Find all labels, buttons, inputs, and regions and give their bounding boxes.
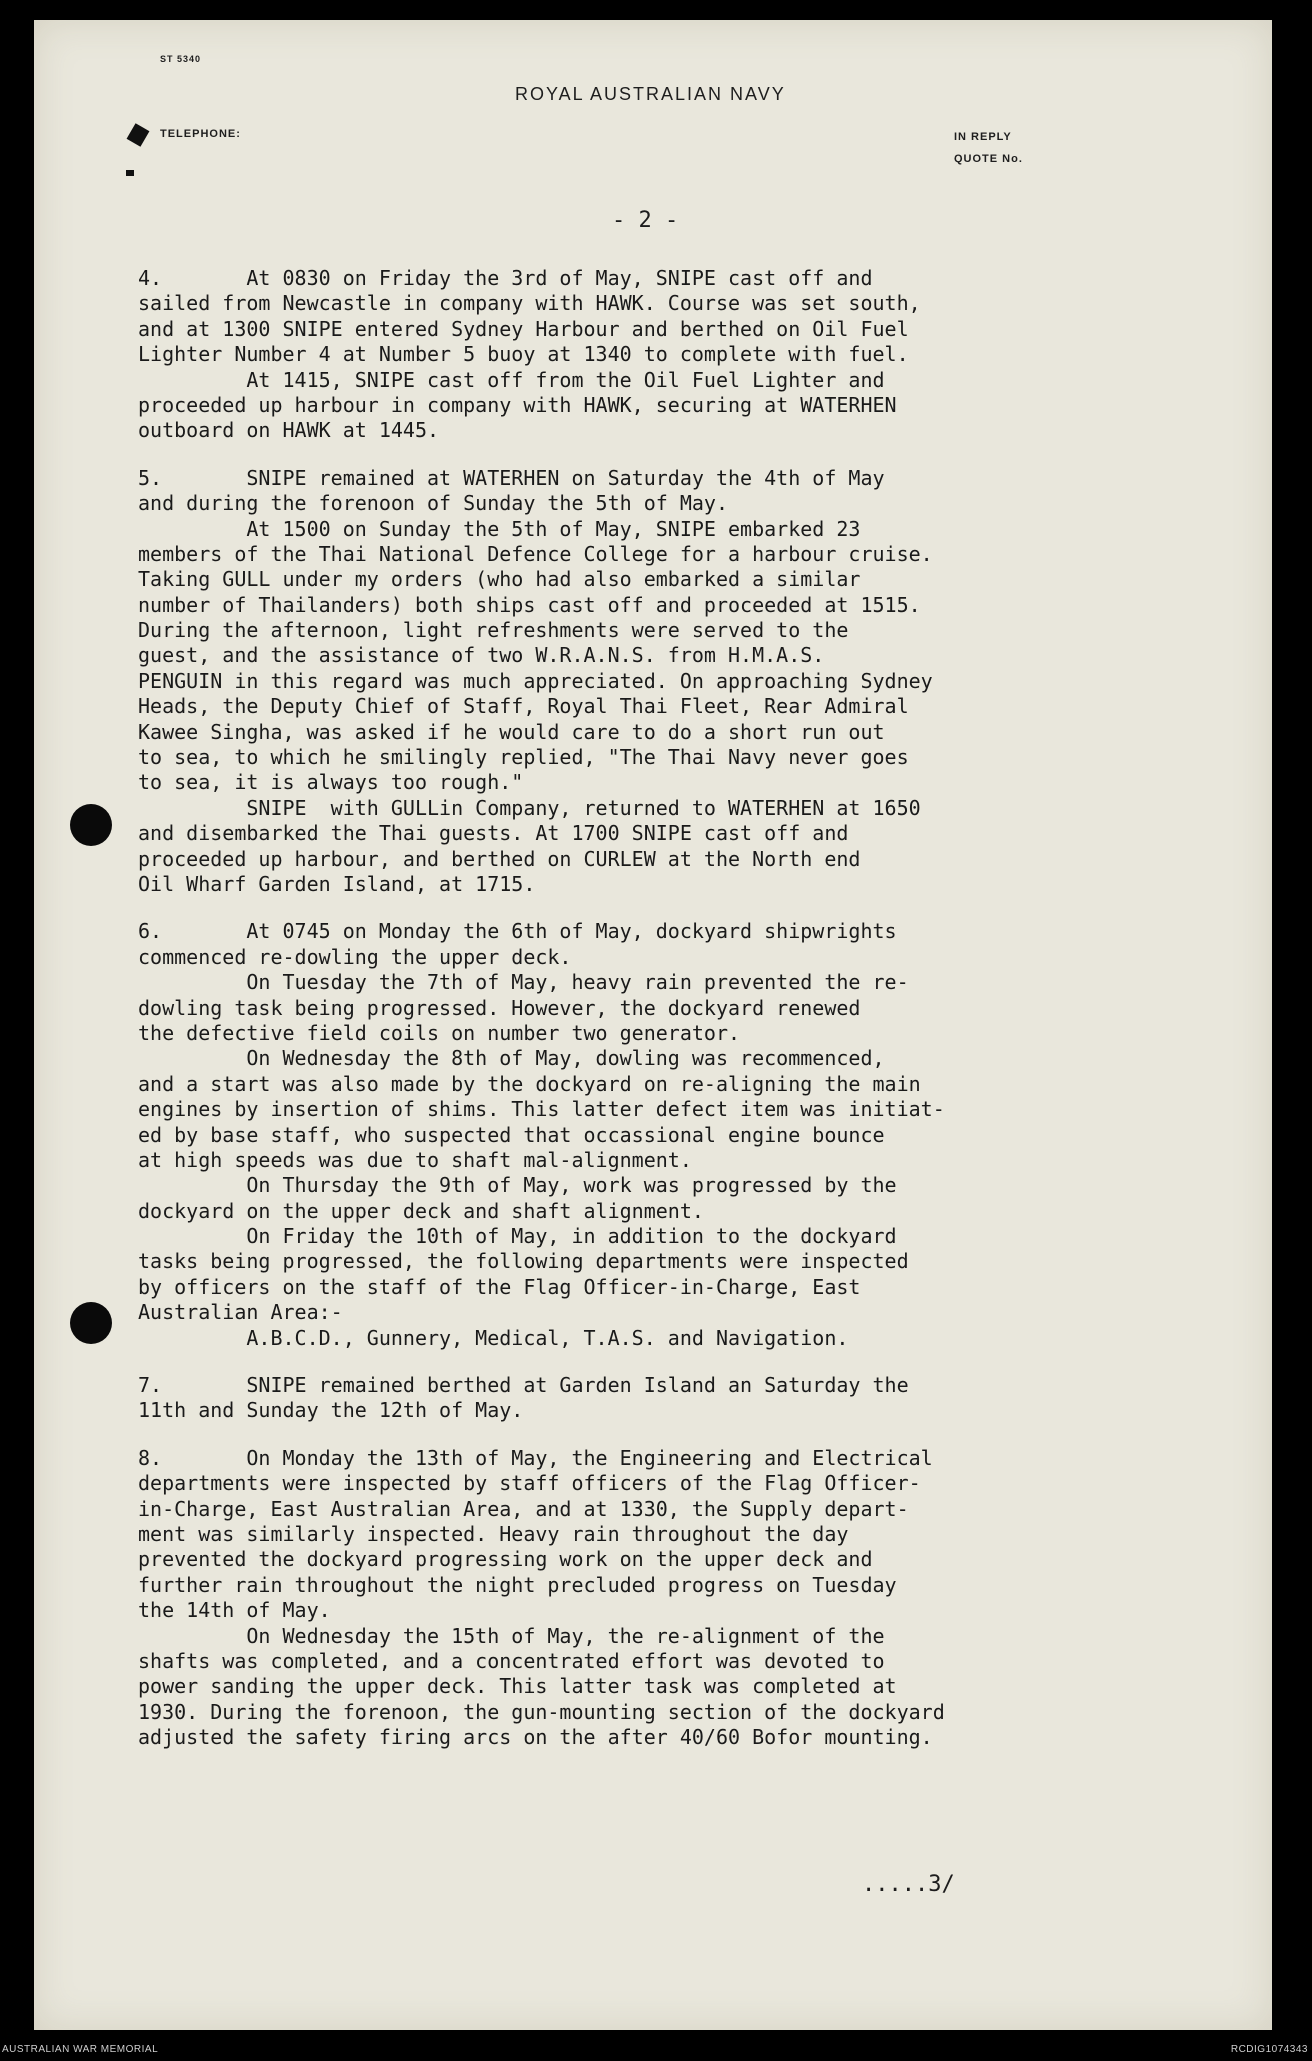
text-line: At 1500 on Sunday the 5th of May, SNIPE embarked 23 <box>138 516 861 541</box>
text-line: Kawee Singha, was asked if he would care to do a short run out <box>138 719 885 744</box>
text-line: outboard on HAWK at 1445. <box>138 418 440 443</box>
reply-reference <box>954 126 1023 170</box>
ink-mark <box>127 123 150 147</box>
text-line: members of the Thai National Defence College for a harbour cruise. <box>138 541 933 566</box>
text-line: departments were inspected by staff officers of the Flag Officer- <box>138 1471 921 1496</box>
paragraph <box>138 1446 1198 1751</box>
ink-mark <box>126 170 134 176</box>
letterhead-title: ROYAL AUSTRALIAN NAVY <box>515 84 786 104</box>
text-line: On Tuesday the 7th of May, heavy rain prevented the re- <box>138 970 909 995</box>
text-line: 11th and Sunday the 12th of May. <box>138 1398 524 1423</box>
text-line: dowling task being progressed. However, the dockyard renewed <box>138 995 861 1020</box>
text-line: to sea, to which he smilingly replied, "The Thai Navy never goes <box>138 745 909 770</box>
text-line: PENGUIN in this regard was much appreciated. On approaching Sydney <box>138 668 933 693</box>
text-line: Taking GULL under my orders (who had also embarked a similar <box>138 567 861 592</box>
punch-hole-top <box>70 804 112 846</box>
punch-hole-bottom <box>70 1302 112 1344</box>
paragraph-gap <box>138 444 1198 466</box>
text-line: dockyard on the upper deck and shaft alignment. <box>138 1198 704 1223</box>
text-line: and at 1300 SNIPE entered Sydney Harbour and berthed on Oil Fuel <box>138 316 909 341</box>
text-line: number of Thailanders) both ships cast off and proceeded at 1515. <box>138 592 921 617</box>
text-line: engines by insertion of shims. This latter defect item was initiat- <box>138 1097 945 1122</box>
archive-id: RCDIG1074343 <box>1230 2044 1308 2055</box>
text-line: 5. SNIPE remained at WATERHEN on Saturday the 4th of May <box>138 465 885 490</box>
paragraph-gap <box>138 897 1198 919</box>
text-line: A.B.C.D., Gunnery, Medical, T.A.S. and Navigation. <box>138 1325 849 1350</box>
archive-credit: AUSTRALIAN WAR MEMORIAL <box>2 2044 159 2055</box>
letter-body <box>138 266 1198 1750</box>
text-line: and during the forenoon of Sunday the 5th of May. <box>138 491 729 516</box>
text-line: proceeded up harbour in company with HAWK, securing at WATERHEN <box>138 392 897 417</box>
text-line: the defective field coils on number two generator. <box>138 1020 741 1045</box>
text-line: Oil Wharf Garden Island, at 1715. <box>138 871 536 896</box>
paragraph <box>138 1373 1198 1424</box>
text-line: 1930. During the forenoon, the gun-mounting section of the dockyard <box>138 1699 945 1724</box>
text-line: 6. At 0745 on Monday the 6th of May, dockyard shipwrights <box>138 919 897 944</box>
telephone-label: TELEPHONE: <box>160 128 241 140</box>
text-line: 7. SNIPE remained berthed at Garden Island an Saturday the <box>138 1373 909 1398</box>
paragraph <box>138 466 1198 898</box>
reply-line: IN REPLY <box>954 131 1012 143</box>
quote-line: QUOTE No. <box>954 153 1023 165</box>
text-line: power sanding the upper deck. This latter task was completed at <box>138 1674 897 1699</box>
paragraph <box>138 266 1198 444</box>
continuation-marker: .....3/ <box>862 1872 955 1897</box>
text-line: to sea, it is always too rough." <box>138 770 524 795</box>
text-line: ed by base staff, who suspected that occassional engine bounce <box>138 1122 885 1147</box>
text-line: Heads, the Deputy Chief of Staff, Royal Thai Fleet, Rear Admiral <box>138 694 909 719</box>
text-line: 4. At 0830 on Friday the 3rd of May, SNIPE cast off and <box>138 266 873 290</box>
text-line: further rain throughout the night precluded progress on Tuesday <box>138 1572 897 1597</box>
text-line: On Wednesday the 15th of May, the re-alignment of the <box>138 1623 885 1648</box>
paragraph <box>138 919 1198 1351</box>
text-line: Australian Area:- <box>138 1300 343 1325</box>
form-code: ST 5340 <box>160 54 202 64</box>
text-line: ment was similarly inspected. Heavy rain throughout the day <box>138 1521 849 1546</box>
text-line: Lighter Number 4 at Number 5 buoy at 1340 to complete with fuel. <box>138 342 909 367</box>
text-line: prevented the dockyard progressing work on the upper deck and <box>138 1547 873 1572</box>
text-line: shafts was completed, and a concentrated effort was devoted to <box>138 1648 885 1673</box>
text-line: proceeded up harbour, and berthed on CURLEW at the North end <box>138 846 861 871</box>
text-line: 8. On Monday the 13th of May, the Engineering and Electrical <box>138 1445 933 1470</box>
paragraph-gap <box>138 1424 1198 1446</box>
text-line: At 1415, SNIPE cast off from the Oil Fuel Lighter and <box>138 367 885 392</box>
text-line: During the afternoon, light refreshments were served to the <box>138 618 849 643</box>
text-line: guest, and the assistance of two W.R.A.N.S. from H.M.A.S. <box>138 643 825 668</box>
paragraph-gap <box>138 1351 1198 1373</box>
text-line: and disembarked the Thai guests. At 1700 SNIPE cast off and <box>138 821 849 846</box>
text-line: by officers on the staff of the Flag Officer-in-Charge, East <box>138 1274 861 1299</box>
text-line: at high speeds was due to shaft mal-alignment. <box>138 1147 692 1172</box>
text-line: commenced re-dowling the upper deck. <box>138 944 572 969</box>
text-line: sailed from Newcastle in company with HAWK. Course was set south, <box>138 291 921 316</box>
text-line: in-Charge, East Australian Area, and at 1330, the Supply depart- <box>138 1496 909 1521</box>
text-line: On Friday the 10th of May, in addition to the dockyard <box>138 1224 897 1249</box>
text-line: SNIPE with GULLin Company, returned to WATERHEN at 1650 <box>138 795 921 820</box>
text-line: On Wednesday the 8th of May, dowling was recommenced, <box>138 1046 885 1071</box>
text-line: and a start was also made by the dockyard on re-aligning the main <box>138 1071 921 1096</box>
text-line: the 14th of May. <box>138 1598 331 1623</box>
text-line: tasks being progressed, the following departments were inspected <box>138 1249 909 1274</box>
page-number: - 2 - <box>612 208 679 233</box>
text-line: adjusted the safety firing arcs on the after 40/60 Bofor mounting. <box>138 1725 933 1750</box>
text-line: On Thursday the 9th of May, work was progressed by the <box>138 1173 897 1198</box>
